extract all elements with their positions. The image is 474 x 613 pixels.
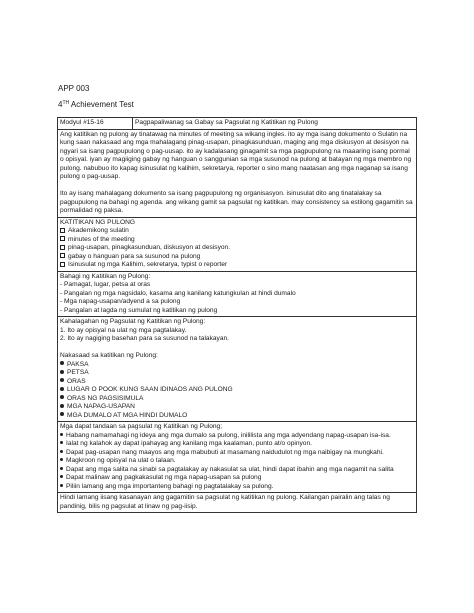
checkbox-icon [60, 245, 65, 250]
list-item: - Pamagat, lugar, petsa at oras [60, 281, 151, 288]
bullet-icon [60, 441, 63, 444]
test-label: Achievement Test [69, 100, 134, 109]
bullet-item-label: Piliin lamang ang mga importanteng bahagi ng pagtatalakay sa pulong. [66, 482, 274, 490]
checklist-item-label: pinag-usapan, pinagkasunduan, diskusyon at desisyon. [68, 244, 231, 251]
bullet-icon [60, 361, 64, 365]
kahalagahan-heading: Kahalagahan ng Pagsulat ng Katitikan ng Pulong: [60, 318, 206, 325]
checklist-item-label: Akademikong sulatin [68, 227, 129, 234]
bullet-icon [60, 395, 64, 399]
bahagi-row [58, 271, 417, 317]
module-title: Pagpapaliwanag sa Gabay sa Pagsulat ng Katitikan ng Pulong [133, 118, 417, 130]
test-suffix: TH [62, 100, 70, 106]
bullet-icon [60, 450, 63, 453]
katitikan-row [58, 217, 417, 271]
list-item: - Pangalan ng mga nagsidalo, kasama ang kanilang katungkulan at hindi dumalo [60, 289, 296, 297]
bullet-item-label: Dapat malinaw ang pagkakasulat ng mga napag-usapan sa pulong [66, 474, 262, 481]
intro-paragraph-1: Ang katitikan ng pulong ay tinatawag na minutes of meeting sa wikang ingles. ito ay mga isang dokumento o Sulatin na kung saan nakasaad ang mga mahalagang pinag-usapan, pinagkasunduan, maging ang mga diskusyon at desisyon na ngyari sa isang pagpupulong o pag-uusap. ito ay kadalasang ginagamit sa mga pagpupulong na maaaring isang pormal o opisyal. iyan ay magiiging gabay ng hanguan o sanggunian sa mga susunod na pulong at batayan ng mga membro ng pulong. nabubuo ito kapag isinusulat ng kalihim, sekretarya, reporter o sino mang naatasan ang mga naganap sa isang pulong o pag-uusap. [60, 130, 412, 180]
bullet-icon [60, 370, 64, 374]
checklist-item [60, 261, 414, 270]
bullet-item-label: PETSA [67, 369, 89, 376]
bullet-icon [60, 484, 63, 487]
checkbox-icon [60, 262, 65, 267]
course-code: APP 003 [58, 84, 90, 93]
bullet-item-label: Habang namamahagi ng ideya ang mga dumalo sa pulong, inililista ang mga adyendang napag-usapan isa-isa. [66, 431, 391, 439]
bullet-item-label: Magkroon ng opisyal na ulat o talaan. [66, 457, 176, 464]
bullet-item-label: ORAS [67, 377, 86, 385]
checklist-item-label: gabay o hanguan para sa susunod na pulong [68, 252, 201, 260]
bahagi-heading: Bahagi ng Katitikan ng Pulong: [60, 272, 151, 280]
checklist-item-label: minutes of the meeting [68, 235, 135, 243]
bullet-item [60, 378, 414, 387]
bullet-icon [60, 404, 64, 408]
bullet-item [60, 449, 414, 458]
list-item: - Pangalan at lagda ng sumulat ng katitikan ng pulong [60, 306, 218, 314]
module-code: Modyul #15-16 [58, 118, 133, 130]
bullet-item [60, 403, 414, 412]
kahalagahan-row [58, 317, 417, 422]
bullet-item [60, 440, 414, 449]
bullet-item [60, 457, 414, 466]
list-item: 1. Ito ay opisyal na ulat ng mga pagtalakay. [60, 326, 187, 334]
list-item: - Mga napag-usapan/adyend a sa pulong [60, 298, 181, 305]
bullet-item [60, 483, 414, 492]
content-table [57, 117, 417, 513]
bullet-icon [60, 475, 63, 478]
test-number: 4 [58, 100, 63, 109]
bullet-item [60, 412, 414, 421]
bullet-item-label: Ialat ng kalahok ay dapat ipahayag ang kanilang mga kaalaman, punto at/o opinyon. [66, 440, 312, 447]
bullet-item-label: MGA DUMALO AT MGA HINDI DUMALO [67, 411, 188, 419]
bullet-icon [60, 433, 63, 436]
bullet-item [60, 432, 414, 441]
intro-paragraph-2: Ito ay isang mahalagang dokumento sa isang pagpupulong ng organisasyon. isinusulat dito ang tinatalakay sa pagpupulong na bahagi ng agenda. ang wikang gamit sa pagsulat ng katitikan. may consistency sa estilong gagamitin sa pormalidad ng paksa. [60, 190, 413, 214]
bullet-icon [60, 378, 64, 382]
bullet-item [60, 466, 414, 475]
bullet-item [60, 395, 414, 404]
test-title [58, 100, 134, 110]
intro-row [58, 129, 417, 217]
module-row [58, 118, 417, 130]
tandaan-heading: Mga dapat tandaan sa pagsulat ng Katitikan ng Pulong; [60, 423, 223, 430]
checklist-item-label: Isinusulat ng mga Kalihim, sekretarya, typist o reporter [68, 261, 228, 268]
bullet-item-label: LUGAR O POOK KUNG SAAN IDINAOS ANG PULONG [67, 386, 233, 393]
checkbox-icon [60, 228, 65, 233]
bullet-icon [60, 387, 64, 391]
bullet-item-label: Dapat ang mga salita na sinabi sa pagtalakay ay nakasulat sa ulat, hindi dapat ibahin ang mga nagamit na salita [66, 465, 394, 473]
katitikan-heading: KATITIKAN NG PULONG [60, 218, 135, 226]
list-item: 2. Ito ay nagiging basehan para sa susunod na talakayan. [60, 335, 229, 342]
bullet-item-label: Dapat pag-usapan nang maayos ang mga mabubuti at masamang naidudulot ng mga naibigay na mungkahi. [66, 448, 384, 456]
checkbox-icon [60, 253, 65, 258]
tandaan-row [58, 422, 417, 493]
bullet-item-label: ORAS NG PAGSISIMULA [67, 394, 144, 402]
checklist-item [60, 244, 414, 253]
closing-paragraph: Hindi lamang iisang kasanayan ang gagamitin sa pagsulat ng katitikan ng pulong. Kailangan pairalin ang talas ng pandinig, bilis ng pagsulat at linaw ng pag-iisip. [58, 493, 417, 513]
bullet-icon [60, 467, 63, 470]
nakasaad-heading: Nakasaad sa katitikan ng Pulong: [60, 352, 158, 359]
bullet-icon [60, 412, 64, 416]
closing-row [58, 493, 417, 513]
checklist-item [60, 236, 414, 245]
checkbox-icon [60, 236, 65, 241]
bullet-item [60, 369, 414, 378]
bullet-item [60, 361, 414, 370]
bullet-item [60, 386, 414, 395]
bullet-item [60, 474, 414, 483]
bullet-item-label: MGA NAPAG-USAPAN [67, 403, 135, 410]
bullet-icon [60, 458, 63, 461]
checklist-item [60, 253, 414, 262]
bullet-item-label: PAKSA [67, 360, 89, 368]
checklist-item [60, 227, 414, 236]
